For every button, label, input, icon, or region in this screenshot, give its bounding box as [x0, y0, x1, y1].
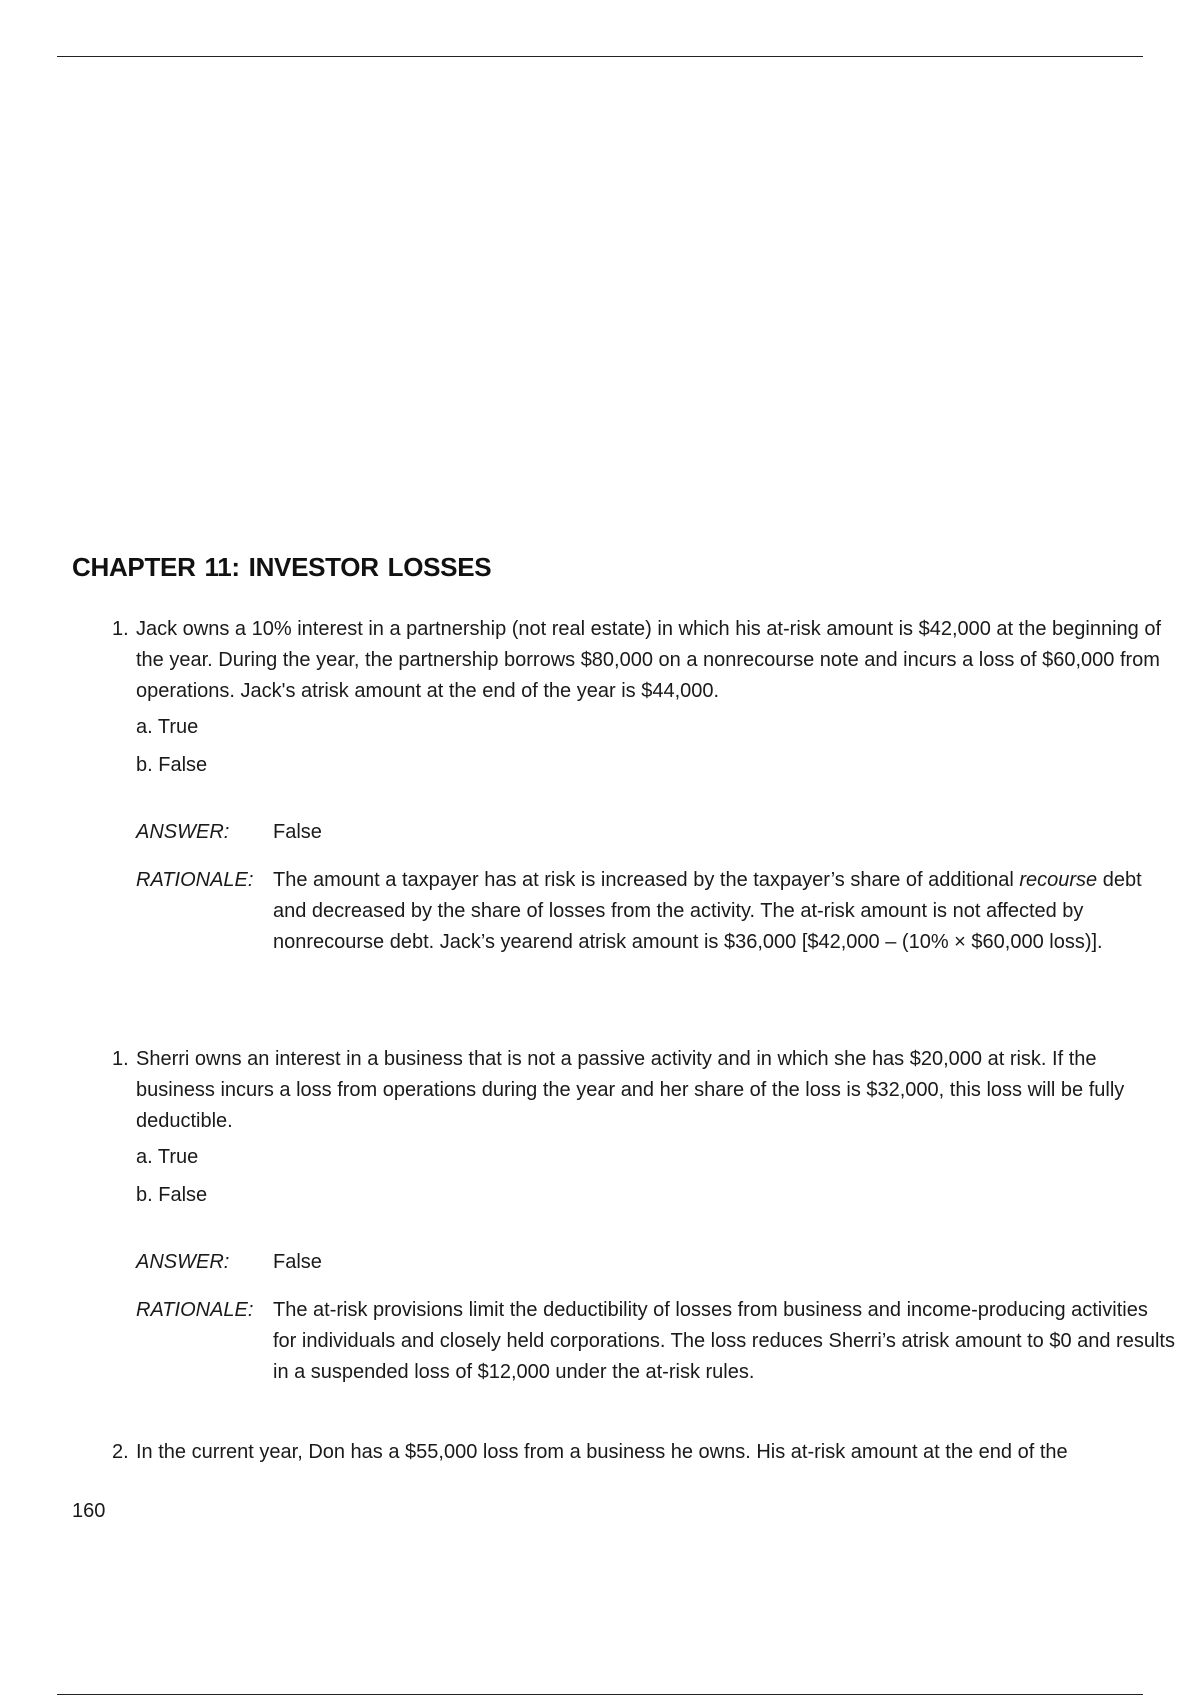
rationale-row-2 — [136, 1295, 1176, 1388]
rationale-emphasis: recourse — [1019, 869, 1098, 891]
answer-label: ANSWER: — [136, 821, 230, 843]
question-number: 1. — [112, 618, 129, 640]
question-number: 2. — [112, 1441, 129, 1463]
rationale-text-part1: The amount a taxpayer has at risk is increased by the taxpayer’s share of additional — [273, 869, 1020, 891]
option-false: b. False — [136, 1184, 208, 1206]
question-stem: In the current year, Don has a $55,000 loss from a business he owns. His at-risk amount at the end of the — [136, 1441, 1068, 1463]
answer-value: False — [273, 1251, 322, 1273]
option-true: a. True — [136, 1146, 199, 1168]
question-3 — [112, 1437, 1162, 1468]
option-true: a. True — [136, 716, 199, 738]
rationale-text-part2: debt and decreased by the share of losses from the activity. The at-risk amount is not affected by nonrecourse debt. Jack’s yearend atrisk amount is $36,000 [$42,000 – (10% × $60,000 loss)]. — [273, 869, 1142, 953]
question-stem: Sherri owns an interest in a business that is not a passive activity and in which she has $20,000 at risk. If the business incurs a loss from operations during the year and her share of the loss is $32,000, this loss will be fully deductible. — [136, 1048, 1125, 1132]
rationale-label: RATIONALE: — [136, 1299, 254, 1321]
question-stem: Jack owns a 10% interest in a partnership (not real estate) in which his at-risk amount is $42,000 at the beginning of the year. During the year, the partnership borrows $80,000 on a nonrecourse note and incurs a loss of $60,000 from operations. Jack's atrisk amount at the end of the year is $44,000. — [136, 618, 1162, 702]
page-number: 160 — [72, 1500, 106, 1522]
footer-rule — [57, 1694, 1143, 1695]
question-number: 1. — [112, 1048, 129, 1070]
answer-label: ANSWER: — [136, 1251, 230, 1273]
chapter-title: CHAPTER 11: INVESTOR LOSSES — [72, 552, 492, 582]
option-false: b. False — [136, 754, 208, 776]
question-2 — [112, 1044, 1162, 1213]
answer-value: False — [273, 821, 322, 843]
answer-row-1 — [136, 817, 1176, 848]
rationale-row-1 — [136, 865, 1176, 958]
question-1 — [112, 614, 1162, 783]
answer-row-2 — [136, 1247, 1176, 1278]
rationale-text — [273, 865, 1176, 958]
header-rule — [57, 56, 1143, 57]
rationale-text: The at-risk provisions limit the deductibility of losses from business and income-producing activities for individuals and closely held corporations. The loss reduces Sherri’s atrisk amount to $0 and results in a suspended loss of $12,000 under the at-risk rules. — [273, 1299, 1175, 1383]
rationale-label: RATIONALE: — [136, 869, 254, 891]
